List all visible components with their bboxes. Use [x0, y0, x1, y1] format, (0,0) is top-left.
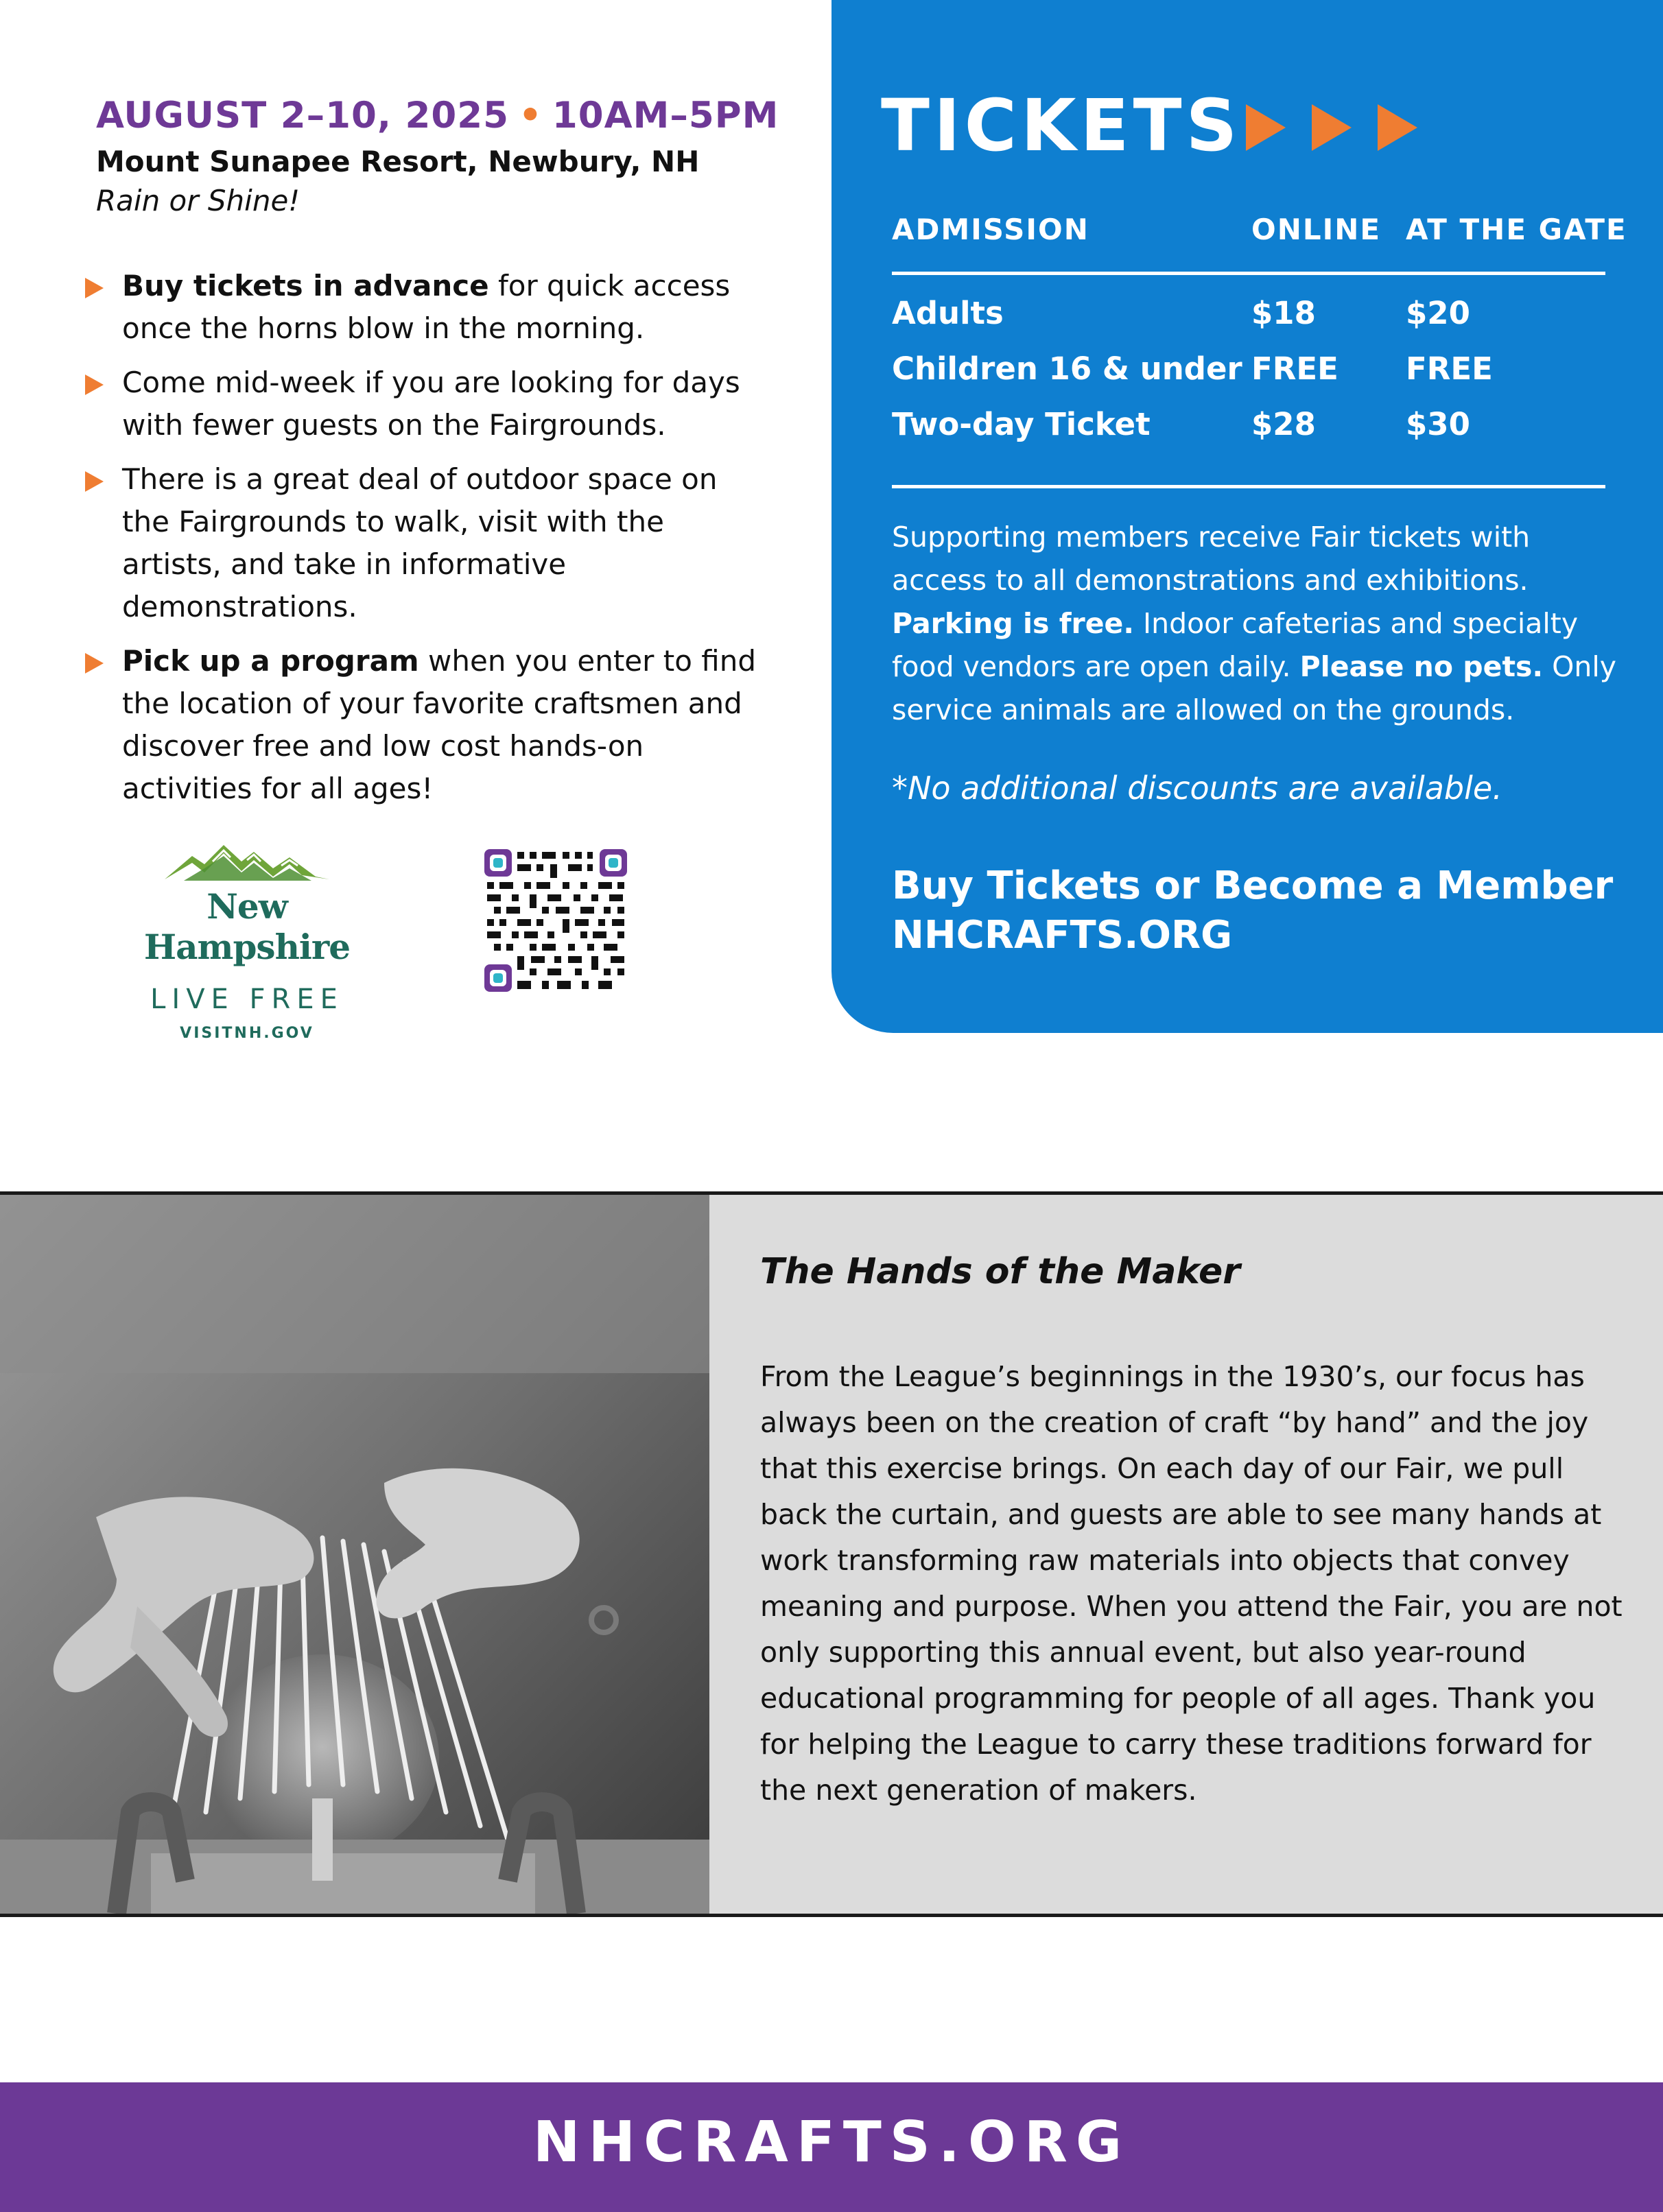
event-dates: AUGUST 2–10, 2025 — [96, 95, 509, 136]
column-header-gate: AT THE GATE — [1406, 213, 1627, 246]
visit-nh-logo[interactable] — [117, 841, 377, 1042]
buy-tickets-cta[interactable] — [892, 861, 1613, 960]
tickets-panel — [832, 0, 1663, 1033]
event-dateline — [96, 95, 782, 136]
table-footer-rule — [892, 485, 1605, 488]
triangle-bullet-icon — [85, 278, 104, 298]
info-text: Supporting members receive Fair tickets with access to all demonstrations and exhibitions. — [892, 521, 1531, 597]
row-online-price: $28 — [1251, 406, 1316, 442]
row-gate-price: FREE — [1406, 350, 1493, 387]
tip-text: when you enter to find the location of your favorite craftsmen and discover free and low cost hands-on activities for all ages! — [122, 644, 756, 805]
event-weather: Rain or Shine! — [96, 184, 300, 217]
play-arrow-icon — [1312, 104, 1352, 151]
tickets-title: TICKETS — [881, 84, 1242, 167]
play-arrow-icon — [1246, 104, 1286, 151]
tip-bold: Pick up a program — [122, 644, 419, 678]
maker-title: The Hands of the Maker — [760, 1251, 1240, 1292]
list-item — [85, 265, 771, 350]
column-header-admission: ADMISSION — [892, 213, 1089, 246]
row-gate-price: $20 — [1406, 295, 1470, 331]
row-type: Adults — [892, 295, 1004, 331]
footer-website-link[interactable]: NHCRAFTS.ORG — [532, 2110, 1131, 2175]
event-venue: Mount Sunapee Resort, Newbury, NH — [96, 145, 700, 178]
maker-body: From the League’s beginnings in the 1930’s, our focus has always been on the creation of craft “by hand” and the joy that this exercise brings. On each day of our Fair, we pull back the curtain, and guests are able to see many hands at work transforming raw materials into objects that convey meaning and purpose. When you attend the Fair, you are not only supporting this annual event, but also year-round educational programming for people of all ages. Thank you for helping the League to carry these traditions forward for the next generation of makers. — [760, 1360, 1623, 1807]
cta-text[interactable]: Buy Tickets or Become a Member — [892, 864, 1614, 908]
nh-logo-url[interactable]: VISITNH.GOV — [180, 1025, 314, 1042]
tip-bold: Buy tickets in advance — [122, 269, 489, 302]
row-type: Two-day Ticket — [892, 406, 1151, 442]
event-hours: 10AM–5PM — [552, 95, 779, 136]
triangle-bullet-icon — [85, 471, 104, 492]
row-gate-price: $30 — [1406, 406, 1470, 442]
tip-text: There is a great deal of outdoor space on the Fairgrounds to walk, visit with the artists, and take in informative demonstrations. — [122, 462, 718, 623]
triangle-bullet-icon — [85, 374, 104, 395]
list-item — [85, 458, 771, 628]
info-text: Indoor cafeterias and specialty food vendors are open daily. — [892, 607, 1579, 683]
triangle-bullet-icon — [85, 653, 104, 674]
nh-logo-tagline: LIVE FREE — [150, 984, 344, 1015]
basket-weaving-photo — [0, 1195, 709, 1914]
pets-note: Please no pets. — [1299, 650, 1544, 683]
parking-note: Parking is free. — [892, 607, 1134, 640]
column-header-online: ONLINE — [1251, 213, 1382, 246]
list-item — [85, 640, 771, 810]
nh-logo-name: New Hampshire — [143, 886, 351, 967]
date-separator: • — [518, 95, 543, 136]
list-item — [85, 361, 771, 447]
info-text: Only service animals are allowed on the grounds. — [892, 650, 1616, 726]
cta-link[interactable]: NHCRAFTS.ORG — [892, 913, 1233, 958]
play-arrow-icon — [1378, 104, 1417, 151]
ticket-info — [892, 516, 1633, 732]
discount-note: *No additional discounts are available. — [892, 770, 1502, 807]
maker-section — [0, 1191, 1663, 1917]
mountains-icon — [165, 841, 329, 885]
row-online-price: FREE — [1251, 350, 1338, 387]
event-info — [96, 95, 782, 217]
tip-text: for quick access once the horns blow in the morning. — [122, 269, 731, 345]
qr-code-icon[interactable] — [482, 846, 630, 995]
row-type: Children 16 & under — [892, 350, 1242, 387]
tips-list — [85, 265, 771, 822]
table-header-rule — [892, 272, 1605, 275]
row-online-price: $18 — [1251, 295, 1316, 331]
footer-banner — [0, 2082, 1663, 2212]
tip-text: Come mid-week if you are looking for days with fewer guests on the Fairgrounds. — [122, 366, 740, 442]
